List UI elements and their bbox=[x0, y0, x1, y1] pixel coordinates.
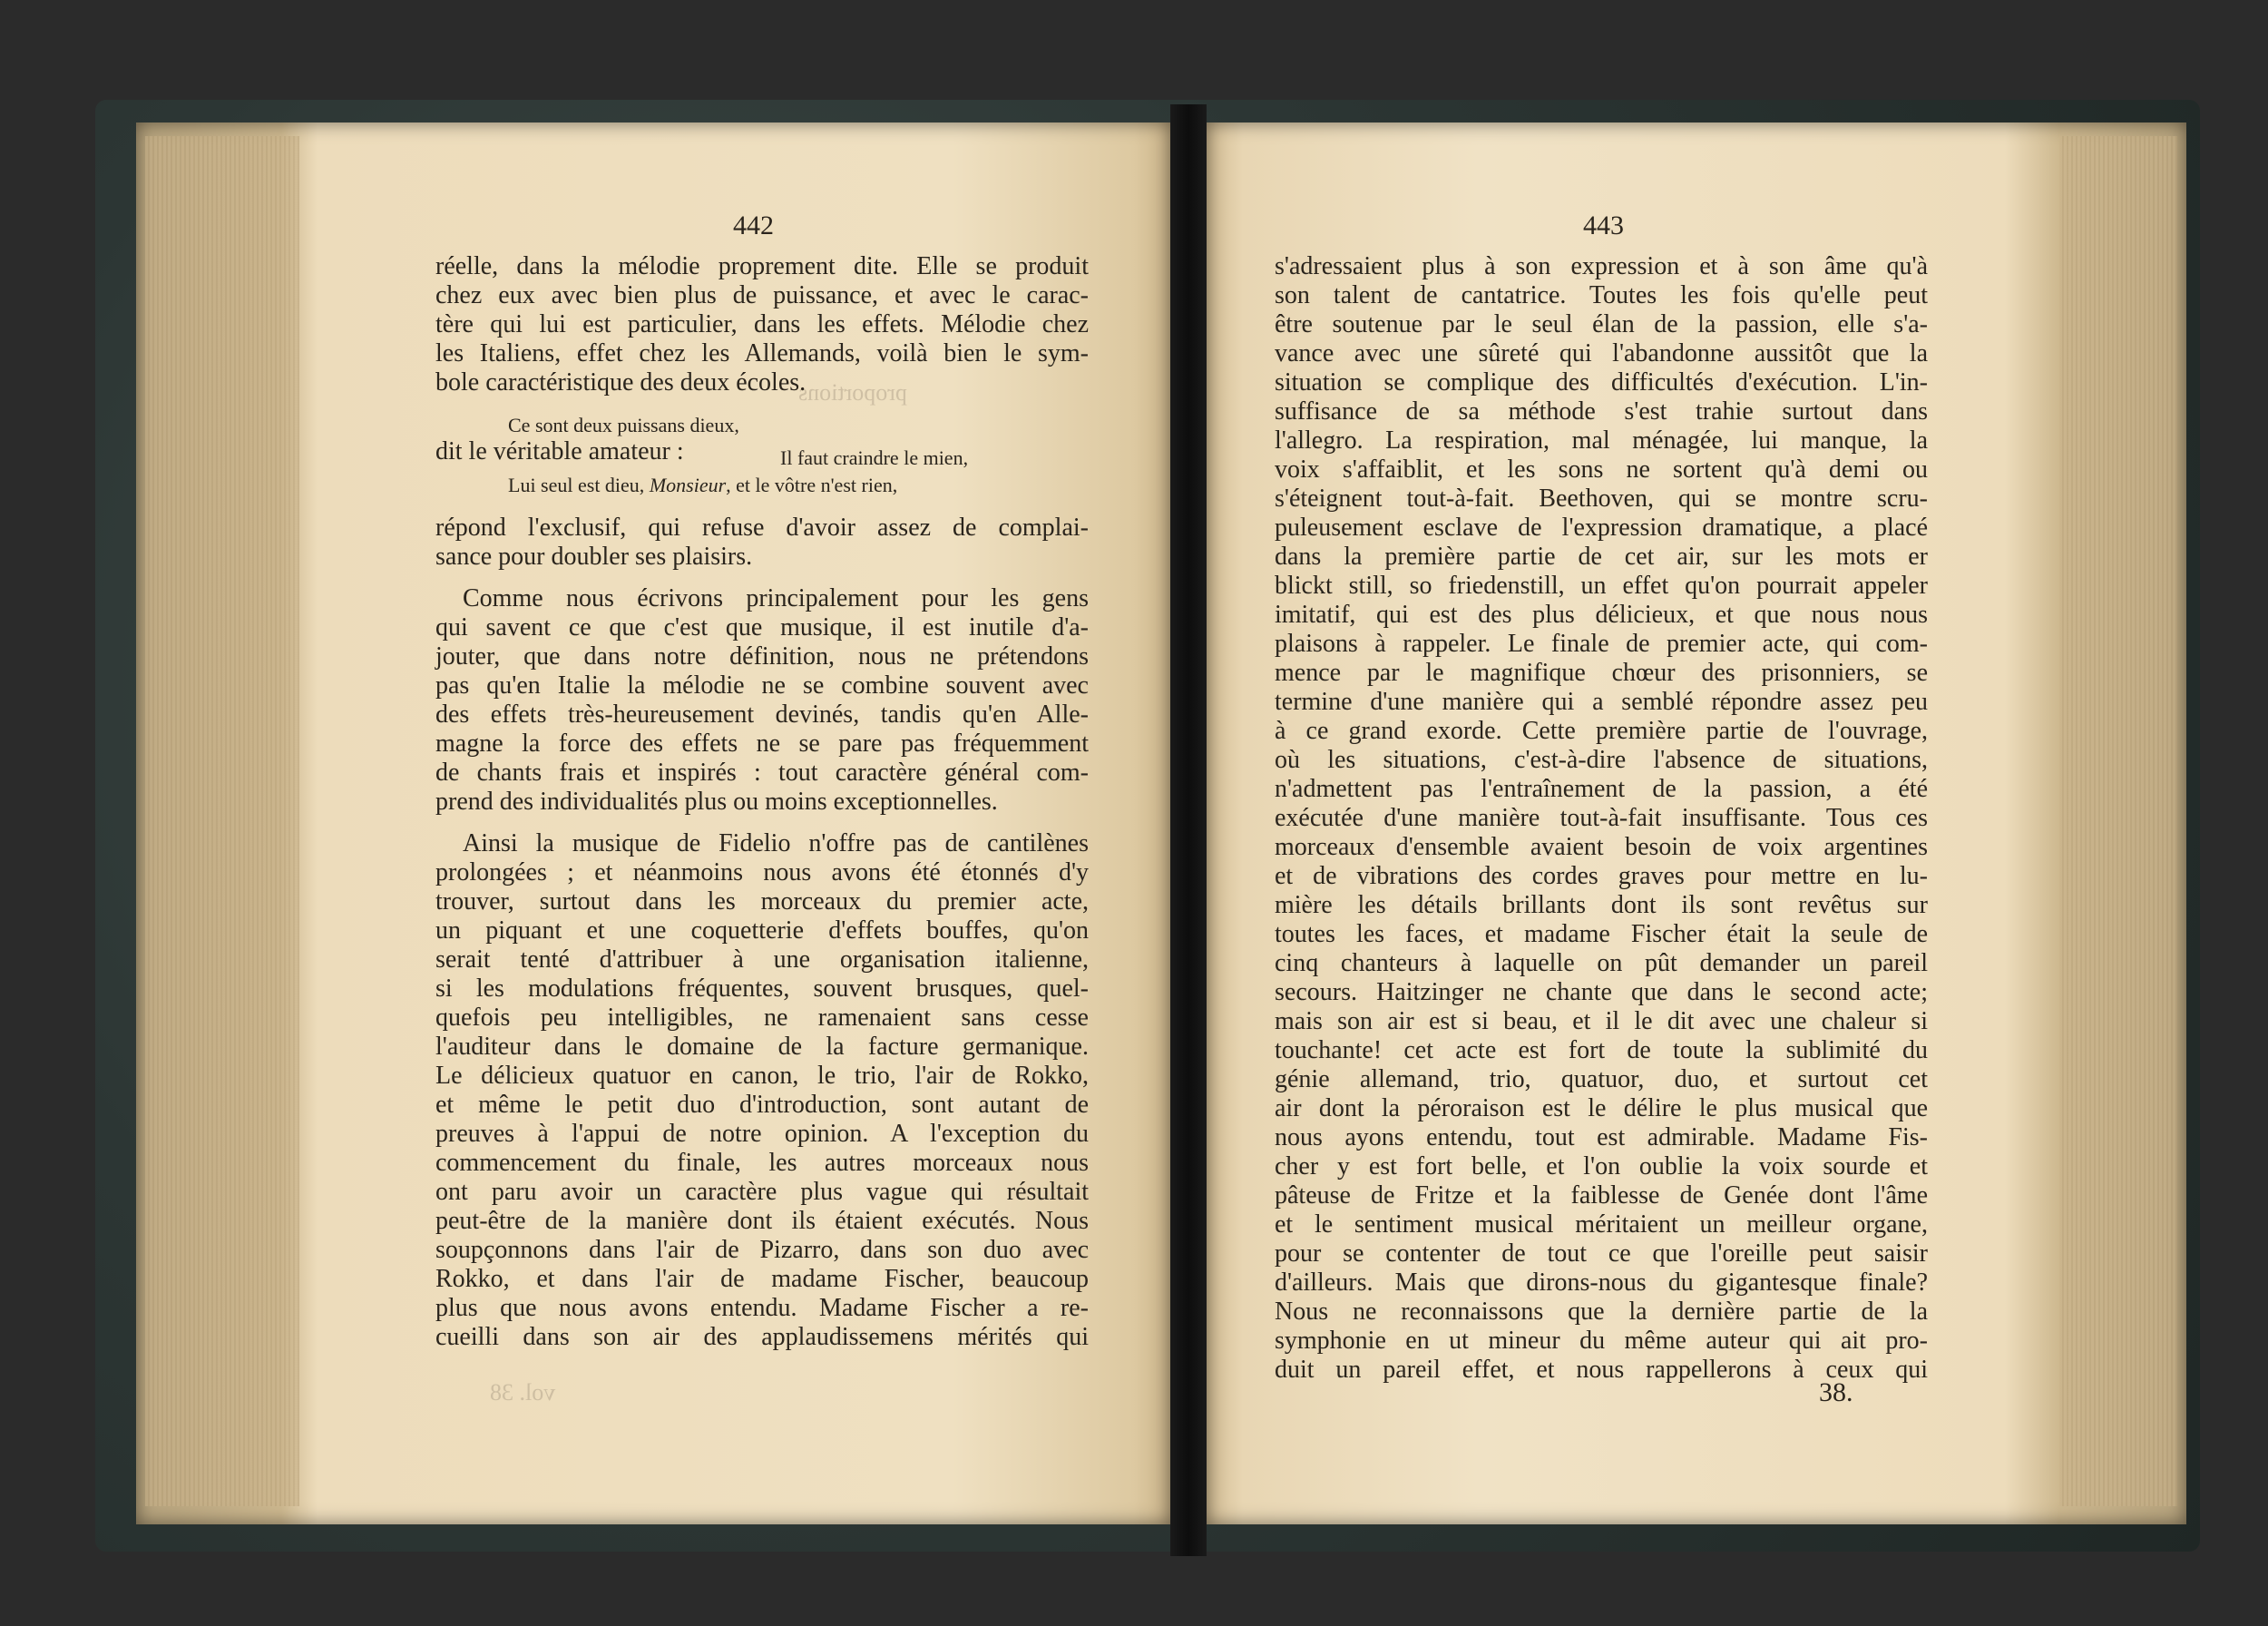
text-line: plaisons à rappeler. Le finale de premier acte, qui com- bbox=[1275, 630, 1928, 658]
text-line: pas qu'en Italie la mélodie ne se combine souvent avec bbox=[435, 671, 1089, 700]
right-page-text bbox=[1275, 252, 1928, 1385]
text-line: s'éteignent tout-à-fait. Beethoven, qui se montre scru- bbox=[1275, 485, 1928, 513]
text-line: blickt still, so friedenstill, un effet qu'on pourrait appeler bbox=[1275, 572, 1928, 600]
text-line: quefois peu intelligibles, ne ramenaient sans cesse bbox=[435, 1004, 1089, 1032]
text-line: l'allegro. La respiration, mal ménagée, lui manque, la bbox=[1275, 426, 1928, 455]
text-line: voix s'affaiblit, et les sons ne sortent qu'à demi ou bbox=[1275, 455, 1928, 484]
text-line: jouter, que dans notre définition, nous ne prétendons bbox=[435, 642, 1089, 671]
text-line: Comme nous écrivons principalement pour les gens bbox=[463, 584, 1089, 612]
text-line: secours. Haitzinger ne chante que dans le second acte; bbox=[1275, 978, 1928, 1006]
text-line: s'adressaient plus à son expression et à son âme qu'à bbox=[1275, 252, 1928, 280]
text-line: chez eux avec bien plus de puissance, et avec le carac- bbox=[435, 281, 1089, 309]
text-line: répond l'exclusif, qui refuse d'avoir assez de complai- bbox=[435, 514, 1089, 542]
text-line: serait tenté d'attribuer à une organisation italienne, bbox=[435, 945, 1089, 974]
text-line: à ce grand exorde. Cette première partie de l'ouvrage, bbox=[1275, 717, 1928, 745]
text-line: dans la première partie de cet air, sur les mots er bbox=[1275, 543, 1928, 571]
text-line: morceaux d'ensemble avaient besoin de voix argentines bbox=[1275, 833, 1928, 861]
text-line: les Italiens, effet chez les Allemands, voilà bien le sym- bbox=[435, 339, 1089, 367]
text-line: termine d'une manière qui a semblé répondre assez peu bbox=[1275, 688, 1928, 716]
text-line: nous ayons entendu, tout est admirable. Madame Fis- bbox=[1275, 1123, 1928, 1151]
text-line: puleusement esclave de l'expression dramatique, a placé bbox=[1275, 514, 1928, 542]
text-line: trouver, surtout dans les morceaux du premier acte, bbox=[435, 887, 1089, 916]
book-gutter bbox=[1170, 104, 1207, 1556]
text-line: mière les détails brillants dont ils sont revêtus sur bbox=[1275, 891, 1928, 919]
text-line: cinq chanteurs à laquelle on pût demander un pareil bbox=[1275, 949, 1928, 977]
text-line: d'ailleurs. Mais que dirons-nous du gigantesque finale? bbox=[1275, 1268, 1928, 1297]
left-page-edges bbox=[145, 136, 299, 1506]
text-line: et le sentiment musical méritaient un meilleur organe, bbox=[1275, 1210, 1928, 1239]
text-line: des effets très-heureusement devinés, tandis qu'en Alle- bbox=[435, 700, 1089, 729]
text-line: mence par le magnifique chœur des prisonniers, se bbox=[1275, 659, 1928, 687]
text-line: preuves à l'appui de notre opinion. A l'exception du bbox=[435, 1120, 1089, 1148]
text-line: imitatif, qui est des plus délicieux, et que nous nous bbox=[1275, 601, 1928, 629]
text-line: prolongées ; et néanmoins nous avons été étonnés d'y bbox=[435, 858, 1089, 886]
text-line: Le délicieux quatuor en canon, le trio, l'air de Rokko, bbox=[435, 1062, 1089, 1090]
text-line: Ainsi la musique de Fidelio n'offre pas de cantilènes bbox=[463, 829, 1089, 857]
verse-text: , et le vôtre n'est rien, bbox=[726, 474, 898, 496]
text-line: et même le petit duo d'introduction, sont autant de bbox=[435, 1091, 1089, 1119]
text-line: réelle, dans la mélodie proprement dite. Elle se produit bbox=[435, 252, 1089, 280]
verse-italic: Monsieur bbox=[649, 474, 727, 496]
text-line: qui savent ce que c'est que musique, il est inutile d'a- bbox=[435, 613, 1089, 642]
text-line: prend des individualités plus ou moins exceptionnelles. bbox=[435, 788, 998, 816]
text-line: touchante! cet acte est fort de toute la sublimité du bbox=[1275, 1036, 1928, 1064]
text-line: cueilli dans son air des applaudissemens mérités qui bbox=[435, 1323, 1089, 1351]
signature-mark: 38. bbox=[1819, 1377, 1853, 1407]
text-line: Nous ne reconnaissons que la dernière partie de la bbox=[1275, 1298, 1928, 1326]
text-line: pâteuse de Fritze et la faiblesse de Genée dont l'âme bbox=[1275, 1181, 1928, 1210]
verse-line: Il faut craindre le mien, bbox=[780, 446, 969, 469]
text-line: de chants frais et inspirés : tout caractère général com- bbox=[435, 759, 1089, 787]
text-line: pour se contenter de tout ce que l'oreille peut saisir bbox=[1275, 1239, 1928, 1268]
verse-line bbox=[435, 474, 1089, 497]
text-line: bole caractéristique des deux écoles. bbox=[435, 368, 807, 397]
text-line: commencement du finale, les autres morceaux nous bbox=[435, 1149, 1089, 1177]
text-line: mais son air est si beau, et il le dit avec une chaleur si bbox=[1275, 1007, 1928, 1035]
text-line: symphonie en ut mineur du même auteur qui ait pro- bbox=[1275, 1327, 1928, 1355]
text-line: cher y est fort belle, et l'on oublie la voix sourde et bbox=[1275, 1152, 1928, 1180]
verse-text: Lui seul est dieu, bbox=[508, 474, 650, 496]
text-line: situation se complique des difficultés d'exécution. L'in- bbox=[1275, 368, 1928, 397]
text-line: toutes les faces, et madame Fischer était la seule de bbox=[1275, 920, 1928, 948]
left-page-number: 442 bbox=[733, 211, 774, 240]
text-line: l'auditeur dans le domaine de la facture germanique. bbox=[435, 1033, 1089, 1061]
text-line: Rokko, et dans l'air de madame Fischer, beaucoup bbox=[435, 1265, 1089, 1293]
text-line: si les modulations fréquentes, souvent brusques, quel- bbox=[435, 975, 1089, 1003]
text-line: sance pour doubler ses plaisirs. bbox=[435, 543, 753, 571]
bleed-through-left: proportions bbox=[798, 379, 907, 406]
text-line: son talent de cantatrice. Toutes les fois qu'elle peut bbox=[1275, 281, 1928, 309]
text-line: ont paru avoir un caractère plus vague qui résultait bbox=[435, 1178, 1089, 1206]
text-line: soupçonnons dans l'air de Pizarro, dans son duo avec bbox=[435, 1236, 1089, 1264]
text-line: duit un pareil effet, et nous rappellerons à ceux qui bbox=[1275, 1356, 1928, 1384]
text-line: où les situations, c'est-à-dire l'absence de situations, bbox=[1275, 746, 1928, 774]
text-line: génie allemand, trio, quatuor, duo, et surtout cet bbox=[1275, 1065, 1928, 1093]
text-line: exécutée d'une manière tout-à-fait insuffisante. Tous ces bbox=[1275, 804, 1928, 832]
text-line: magne la force des effets ne se pare pas fréquemment bbox=[435, 730, 1089, 758]
text-line: tère qui lui est particulier, dans les effets. Mélodie chez bbox=[435, 310, 1089, 338]
text-line: plus que nous avons entendu. Madame Fischer a re- bbox=[435, 1294, 1089, 1322]
right-page-edges bbox=[2059, 136, 2177, 1506]
text-line: peut-être de la manière dont ils étaient exécutés. Nous bbox=[435, 1207, 1089, 1235]
left-page-text bbox=[435, 252, 1089, 1352]
text-line: dit le véritable amateur : bbox=[435, 437, 684, 465]
text-line: air dont la péroraison est le délire le plus musical que bbox=[1275, 1094, 1928, 1122]
text-line: et de vibrations des cordes graves pour mettre en lu- bbox=[1275, 862, 1928, 890]
right-page-number: 443 bbox=[1583, 211, 1624, 240]
text-line: être soutenue par le seul élan de la passion, elle s'a- bbox=[1275, 310, 1928, 338]
bleed-through-left-bottom: vol. 38 bbox=[490, 1379, 556, 1406]
text-line: suffisance de sa méthode s'est trahie surtout dans bbox=[1275, 397, 1928, 426]
verse-line: Ce sont deux puissans dieux, bbox=[508, 414, 739, 436]
text-line: vance avec une sûreté qui l'abandonne aussitôt que la bbox=[1275, 339, 1928, 367]
text-line: un piquant et une coquetterie d'effets bouffes, qu'on bbox=[435, 916, 1089, 945]
text-line: n'admettent pas l'entraînement de la passion, a été bbox=[1275, 775, 1928, 803]
